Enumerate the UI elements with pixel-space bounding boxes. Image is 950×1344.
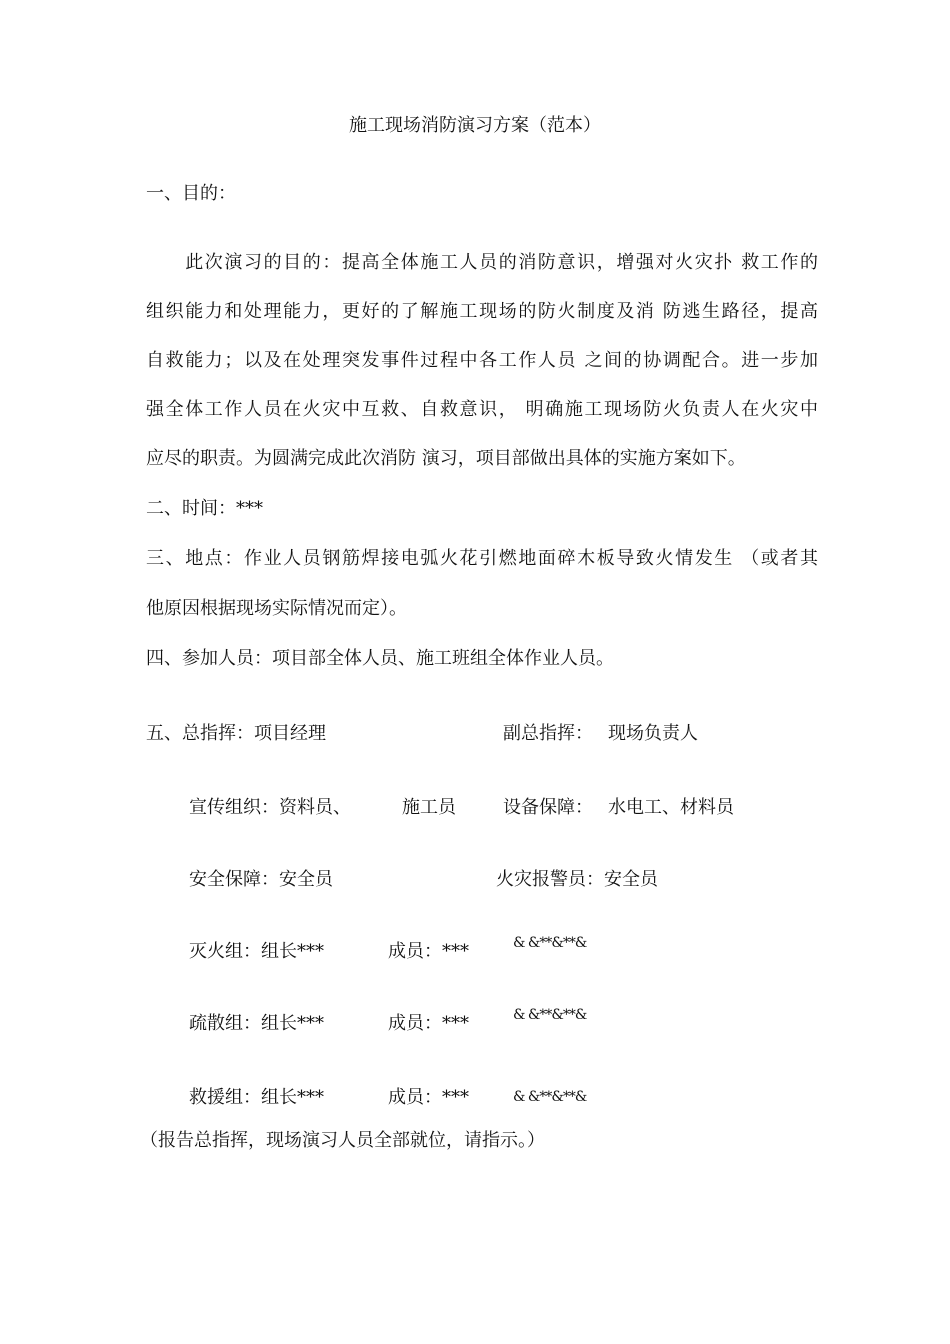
deputy-commander-label: 副总指挥：	[503, 723, 593, 744]
evacuation-group-members: 成员：***	[388, 1013, 469, 1034]
commander: 五、总指挥：项目经理	[146, 723, 326, 744]
deputy-commander-value: 现场负责人	[608, 723, 698, 744]
report-note: （报告总指挥，现场演习人员全部就位，请指示。）	[140, 1130, 545, 1151]
rescue-group-garbled-text: & &**&**&	[513, 1089, 587, 1105]
equipment-label: 设备保障：	[503, 797, 593, 818]
evacuation-group-leader: 疏散组：组长***	[189, 1013, 324, 1034]
safety-team: 安全保障：安全员	[189, 869, 333, 890]
fire-group-leader: 灭火组：组长***	[189, 941, 324, 962]
purpose-line-3: 自救能力；以及在处理突发事件过程中各工作人员 之间的协调配合。进一步加	[146, 350, 818, 371]
fire-group-members: 成员：***	[388, 941, 469, 962]
fire-group-garbled-text: & &**&**&	[513, 935, 587, 951]
section-1-heading: 一、目的：	[146, 183, 236, 204]
publicity-team: 宣传组织：资料员、	[189, 797, 351, 818]
rescue-group-leader: 救援组：组长***	[189, 1087, 324, 1108]
purpose-line-1: 此次演习的目的：提高全体施工人员的消防意识，增强对火灾扑 救工作的	[146, 252, 818, 273]
section-2-time: 二、时间：***	[146, 498, 263, 519]
section-4-participants: 四、参加人员：项目部全体人员、施工班组全体作业人员。	[146, 648, 614, 669]
purpose-line-5: 应尽的职责。为圆满完成此次消防 演习，项目部做出具体的实施方案如下。	[146, 448, 746, 469]
equipment-value: 水电工、材料员	[608, 797, 734, 818]
purpose-line-4: 强全体工作人员在火灾中互救、自救意识， 明确施工现场防火负责人在火灾中	[146, 399, 818, 420]
section-3-line-1: 三、地点：作业人员钢筋焊接电弧火花引燃地面碎木板导致火情发生 （或者其	[146, 548, 818, 569]
publicity-team-extra: 施工员	[402, 797, 456, 818]
purpose-line-2: 组织能力和处理能力，更好的了解施工现场的防火制度及消 防逃生路径，提高	[146, 301, 818, 322]
rescue-group-members: 成员：***	[388, 1087, 469, 1108]
fire-alarm-officer: 火灾报警员：安全员	[496, 869, 658, 890]
evacuation-group-garbled-text: & &**&**&	[513, 1007, 587, 1023]
section-3-line-2: 他原因根据现场实际情况而定）。	[146, 598, 407, 619]
document-title: 施工现场消防演习方案（范本）	[349, 115, 601, 136]
